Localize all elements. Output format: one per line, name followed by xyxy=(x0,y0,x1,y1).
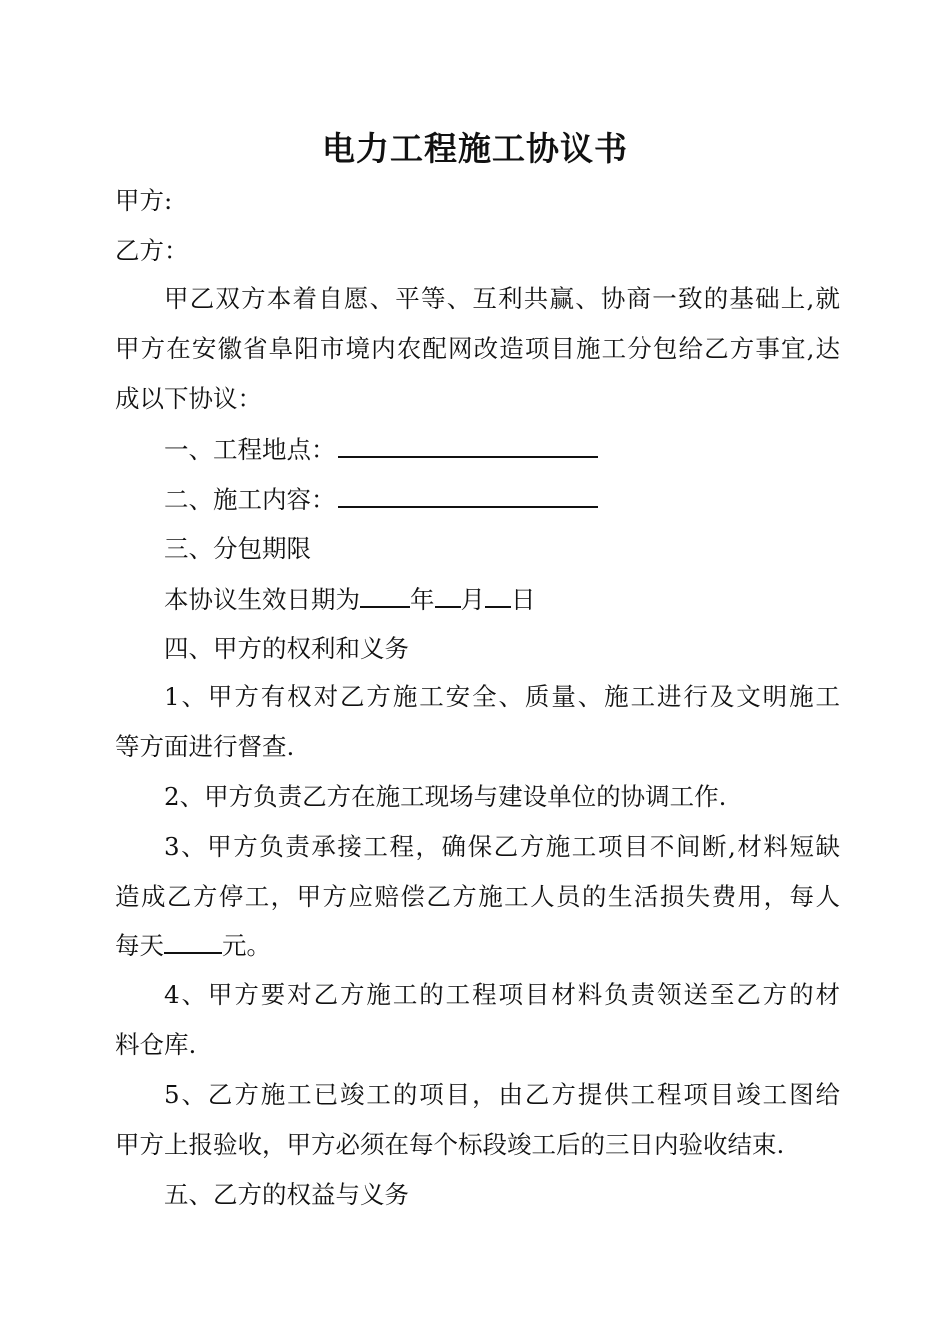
item-3-line-1: 3、甲方负责承接工程，确保乙方施工项目不间断,材料短缺 xyxy=(164,832,840,861)
day-blank xyxy=(485,574,511,608)
item-5-line-2: 甲方上报验收，甲方必须在每个标段竣工后的三日内验收结束. xyxy=(115,1130,785,1159)
item-3-line-2: 造成乙方停工，甲方应赔偿乙方施工人员的生活损失费用，每人 xyxy=(115,882,840,911)
item-1-line-1: 1、甲方有权对乙方施工安全、质量、施工进行及文明施工 xyxy=(164,682,840,711)
party-a-label: 甲方: xyxy=(115,186,173,215)
item-5-line-1: 5、乙方施工已竣工的项目，由乙方提供工程项目竣工图给 xyxy=(164,1080,840,1109)
section-1-label: 一、工程地点： xyxy=(164,435,336,464)
intro-line-3: 成以下协议： xyxy=(115,384,262,413)
intro-line-1: 甲乙双方本着自愿、平等、互利共赢、协商一致的基础上,就 xyxy=(164,284,840,313)
item-4-line-1: 4、甲方要对乙方施工的工程项目材料负责领送至乙方的材 xyxy=(164,980,840,1009)
section-5-heading: 五、乙方的权益与义务 xyxy=(164,1180,409,1209)
item-2-line-1: 2、甲方负责乙方在施工现场与建设单位的协调工作. xyxy=(164,782,727,811)
section-4-heading: 四、甲方的权利和义务 xyxy=(164,634,409,663)
year-label: 年 xyxy=(410,585,435,614)
year-blank xyxy=(360,574,410,608)
item-3-line-3 xyxy=(115,920,840,971)
construction-content-blank xyxy=(338,474,598,508)
item-1-line-2: 等方面进行督查. xyxy=(115,732,295,761)
month-label: 月 xyxy=(460,585,485,614)
effective-date-prefix: 本协议生效日期为 xyxy=(164,585,360,614)
intro-line-2: 甲方在安徽省阜阳市境内农配网改造项目施工分包给乙方事宜,达 xyxy=(115,334,840,363)
section-2-construction-content xyxy=(164,474,840,525)
item-4-line-2: 料仓库. xyxy=(115,1030,197,1059)
document-title: 电力工程施工协议书 xyxy=(322,129,628,168)
daily-allowance-prefix: 每天 xyxy=(115,931,164,960)
effective-date-line xyxy=(164,574,840,625)
day-label: 日 xyxy=(511,585,536,614)
daily-allowance-suffix: 元。 xyxy=(222,931,271,960)
daily-allowance-blank xyxy=(164,920,222,954)
party-b-label: 乙方： xyxy=(115,236,189,265)
section-1-project-location xyxy=(164,424,840,475)
project-location-blank xyxy=(338,424,598,458)
month-blank xyxy=(435,574,461,608)
section-2-label: 二、施工内容： xyxy=(164,485,336,514)
section-3-heading: 三、分包期限 xyxy=(164,534,311,563)
